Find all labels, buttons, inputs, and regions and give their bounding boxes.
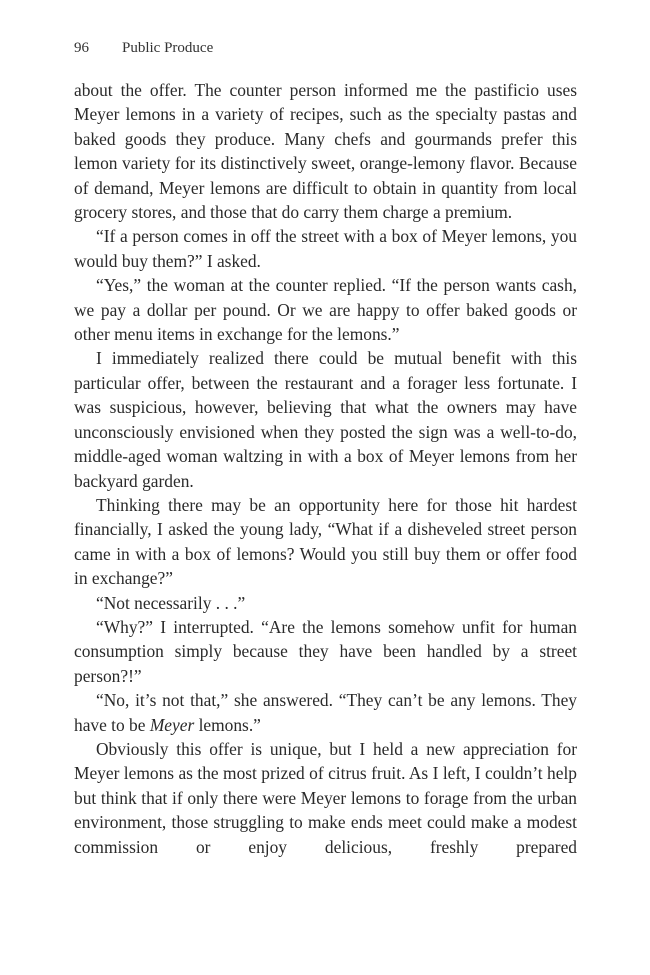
paragraph: “Not necessarily . . .” [96,592,246,613]
paragraph [74,688,577,737]
paragraph: about the offer. The counter person informed me the pastificio uses Meyer lemons in a variety of recipes, such as the specialty pastas and baked goods they produce. Many chefs and gourmands prefer this lemon variety for its distinctively sweet, orange-lemony flavor. Because of demand, Meyer lemons are difficult to obtain in quantity from local grocery stores, and those that do carry them charge a premium. [74,80,577,223]
emphasized-word: Meyer [149,714,195,735]
paragraph: “Yes,” the woman at the counter replied. “If the person wants cash, we pay a dollar per pound. Or we are happy to offer baked goods or other menu items in exchange for the lemons.” [74,275,577,345]
body-text [74,78,577,859]
paragraph-text: “No, it’s not that,” she answered. “They can’t be any lemons. They have to be [74,690,577,735]
paragraph-text: lemons.” [194,714,261,735]
paragraph: Thinking there may be an opportunity here for those hit hardest financially, I asked the young lady, “What if a disheveled street person came in with a box of lemons? Would you still buy them or offer food in exchange?” [74,494,577,589]
paragraph: I immediately realized there could be mutual benefit with this particular offer, between the restaurant and a forager less fortunate. I was suspicious, however, believing that what the owners may have unconsciously envisioned when they posted the sign was a well-to-do, middle-aged woman waltzing in with a box of Meyer lemons from her backyard garden. [74,348,577,491]
page-number: 96 [74,40,89,56]
running-title: Public Produce [122,40,214,56]
paragraph: Obviously this offer is unique, but I held a new appreciation for Meyer lemons as the most prized of citrus fruit. As I left, I couldn’t help but think that if only there were Meyer lemons to forage from the urban environment, those struggling to make ends meet could make a modest commission or enjoy delicious, freshly prepared [74,738,577,857]
paragraph: “If a person comes in off the street with a box of Meyer lemons, you would buy them?” I asked. [74,226,577,271]
paragraph: “Why?” I interrupted. “Are the lemons somehow unfit for human consumption simply because they have been handled by a street person?!” [74,616,577,686]
running-header [74,40,213,57]
